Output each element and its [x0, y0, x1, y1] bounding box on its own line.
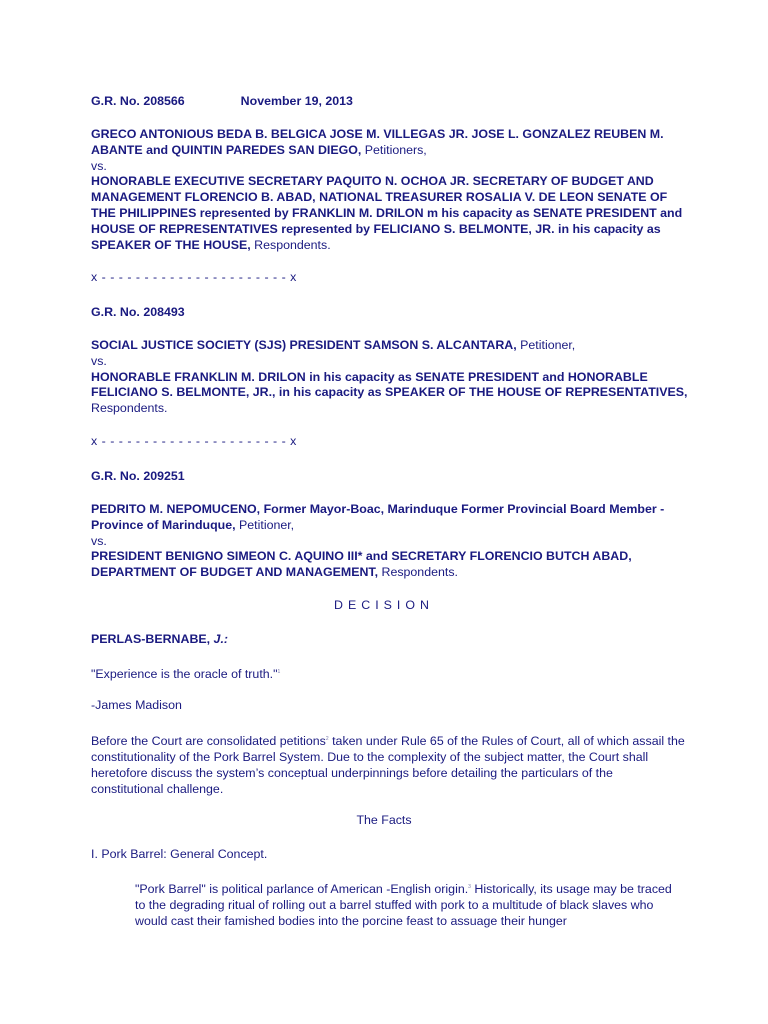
case2-parties: SOCIAL JUSTICE SOCIETY (SJS) PRESIDENT SAMSON S. ALCANTARA, Petitioner, vs. HONORABLE FRANKLIN M. DRILON in his capacity as SENATE PRESIDENT and HONORABLE FELICIANO S. BELMONTE, JR., in his capacity as SPEAKER OF THE HOUSE OF REPRESENTATIVES, Respondents. [91, 338, 688, 416]
intro-paragraph: Before the Court are consolidated petitions$^2$ taken under Rule 65 of the Rules of Court, all of which assail the constitutionality of the Pork Barrel System. Due to the complexity of the subject matter, the Court shall heretofore discuss the system’s conceptual underpinnings before detailing the particulars of the constitutional challenge. [91, 734, 685, 796]
section-heading: The Facts [356, 813, 412, 827]
separator: x - - - - - - - - - - - - - - - - - - - - - - x [91, 270, 297, 284]
respondents-names: HONORABLE EXECUTIVE SECRETARY PAQUITO N. OCHOA JR. SECRETARY OF BUDGET AND MANAGEMENT FLORENCIO B. ABAD, NATIONAL TREASURER ROSALIA V. DE LEON SENATE OF THE PHILIPPINES represented by FRANKLIN M. DRILON m his capacity as SENATE PRESIDENT and HOUSE OF REPRESENTATIVES represented by FELICIANO S. BELMONTE, JR. in his capacity as SPEAKER OF THE HOUSE, [91, 174, 683, 252]
body-paragraph: "Pork Barrel" is political parlance of American -English origin.$^3$ Historically, its usage may be traced to the degrading ritual of rolling out a barrel stuffed with pork to a multitude of black slaves who would cast their famished bodies into the porcine feast to assuage their hunger [135, 882, 672, 928]
case1-parties: GRECO ANTONIOUS BEDA B. BELGICA JOSE M. VILLEGAS JR. JOSE L. GONZALEZ REUBEN M. ABANTE and QUINTIN PAREDES SAN DIEGO, Petitioners, vs. HONORABLE EXECUTIVE SECRETARY PAQUITO N. OCHOA JR. SECRETARY OF BUDGET AND MANAGEMENT FLORENCIO B. ABAD, NATIONAL TREASURER ROSALIA V. DE LEON SENATE OF THE PHILIPPINES represented by FRANKLIN M. DRILON m his capacity as SENATE PRESIDENT and HOUSE OF REPRESENTATIVES represented by FELICIANO S. BELMONTE, JR. in his capacity as SPEAKER OF THE HOUSE, Respondents. [91, 127, 683, 252]
gr-number-2: G.R. No. 208493 [91, 305, 185, 319]
gr-number-3: G.R. No. 209251 [91, 469, 185, 483]
epigraph-author: -James Madison [91, 698, 182, 712]
subsection-heading: I. Pork Barrel: General Concept. [91, 847, 268, 861]
epigraph-quote: "Experience is the oracle of truth."$^1$ [91, 667, 281, 682]
versus: vs. [91, 158, 107, 173]
versus: vs. [91, 533, 107, 548]
petitioners-names: GRECO ANTONIOUS BEDA B. BELGICA JOSE M. VILLEGAS JR. JOSE L. GONZALEZ REUBEN M. ABANTE and QUINTIN PAREDES SAN DIEGO, [91, 127, 664, 157]
petitioner-name: PEDRITO M. NEPOMUCENO, Former Mayor-Boac, Marinduque Former Provincial Board Member -Province of Marinduque, [91, 502, 665, 532]
separator: x - - - - - - - - - - - - - - - - - - - - - - x [91, 434, 297, 448]
case-header [91, 94, 691, 110]
decision-heading: DECISION [334, 598, 434, 612]
decision-date: November 19, 2013 [240, 94, 353, 108]
respondents-names: HONORABLE FRANKLIN M. DRILON in his capacity as SENATE PRESIDENT and HONORABLE FELICIANO S. BELMONTE, JR., in his capacity as SPEAKER OF THE HOUSE OF REPRESENTATIVES, [91, 369, 688, 400]
case3-parties: PEDRITO M. NEPOMUCENO, Former Mayor-Boac, Marinduque Former Provincial Board Member -Province of Marinduque, Petitioner, vs. PRESIDENT BENIGNO SIMEON C. AQUINO III* and SECRETARY FLORENCIO BUTCH ABAD, DEPARTMENT OF BUDGET AND MANAGEMENT, Respondents. [91, 502, 665, 580]
petitioner-name: SOCIAL JUSTICE SOCIETY (SJS) PRESIDENT SAMSON S. ALCANTARA, [91, 338, 517, 352]
ponente: PERLAS-BERNABE, J.: [91, 632, 229, 646]
versus: vs. [91, 353, 107, 368]
respondents-names: PRESIDENT BENIGNO SIMEON C. AQUINO III* and SECRETARY FLORENCIO BUTCH ABAD, DEPARTMENT OF BUDGET AND MANAGEMENT, [91, 549, 632, 580]
gr-number: G.R. No. 208566 [91, 94, 185, 108]
